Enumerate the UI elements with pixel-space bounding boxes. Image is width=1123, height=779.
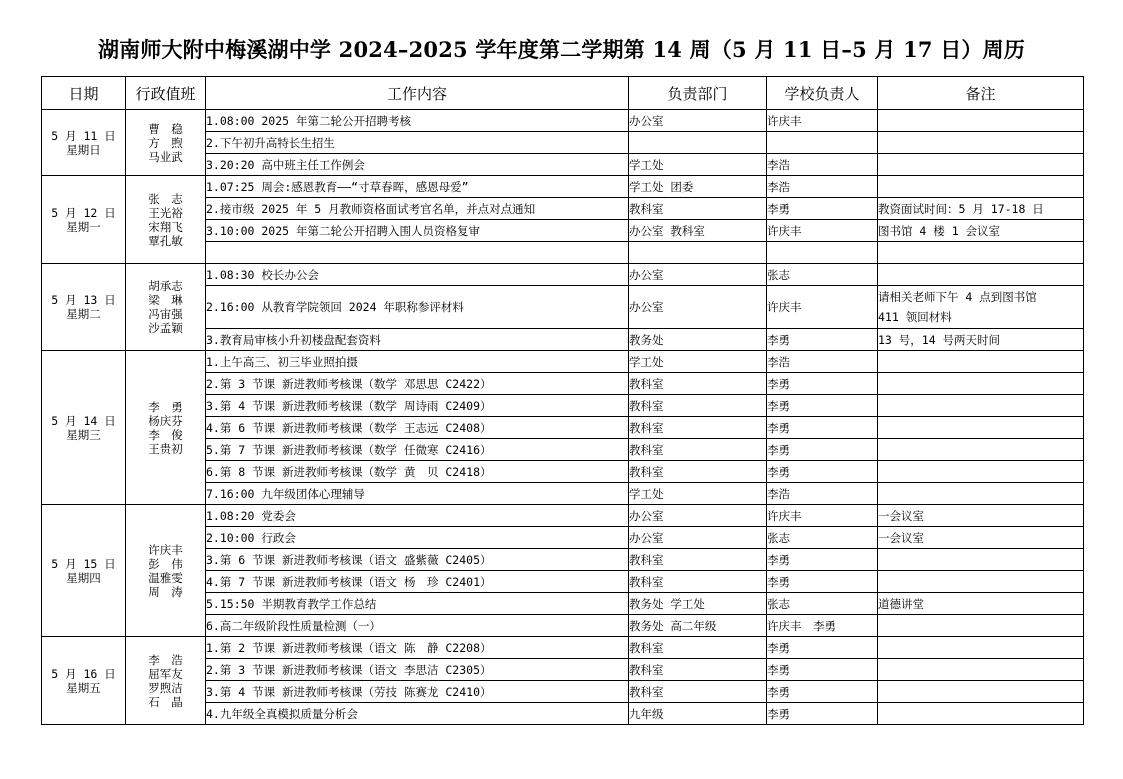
note-item bbox=[878, 659, 1084, 681]
note-item bbox=[878, 198, 1084, 220]
dept-item: 教科室 bbox=[629, 659, 767, 681]
note-item bbox=[878, 220, 1084, 242]
leader-item: 李勇 bbox=[767, 571, 878, 593]
work-item: 6.高二年级阶段性质量检测（一） bbox=[206, 615, 629, 637]
duty-person: 石 晶 bbox=[148, 694, 183, 709]
note-item bbox=[878, 286, 1084, 329]
work-item: 5.15:50 半期教育教学工作总结 bbox=[206, 593, 629, 615]
duty-cell bbox=[126, 637, 206, 725]
note-line: 图书馆 4 楼 1 会议室 bbox=[878, 223, 1001, 238]
duty-person: 梁 琳 bbox=[148, 293, 183, 307]
date-cell bbox=[42, 110, 126, 176]
leader-item: 李浩 bbox=[767, 154, 878, 176]
dept-item: 教科室 bbox=[629, 373, 767, 395]
duty-person: 屈军友 bbox=[148, 666, 183, 681]
work-item: 2.接市级 2025 年 5 月教师资格面试考官名单，并点对点通知 bbox=[206, 198, 629, 220]
work-item: 4.第 7 节课 新进教师考核课（语文 杨 珍 C2401） bbox=[206, 571, 629, 593]
duty-cell bbox=[126, 505, 206, 637]
dept-item: 教科室 bbox=[629, 439, 767, 461]
dept-item: 教务处 学工处 bbox=[629, 593, 767, 615]
leader-item: 李浩 bbox=[767, 483, 878, 505]
note-line: 411 领回材料 bbox=[878, 310, 952, 324]
date-label: 5 月 16 日 bbox=[51, 666, 116, 681]
leader-item: 张志 bbox=[767, 527, 878, 549]
work-item: 4.九年级全真模拟质量分析会 bbox=[206, 703, 629, 725]
weekday-label: 星期二 bbox=[66, 307, 101, 321]
header-work: 工作内容 bbox=[206, 77, 629, 110]
work-item: 3.第 4 节课 新进教师考核课（数学 周诗雨 C2409） bbox=[206, 395, 629, 417]
dept-item: 办公室 bbox=[629, 110, 767, 132]
work-item: 1.08:20 党委会 bbox=[206, 505, 629, 527]
dept-item: 办公室 bbox=[629, 505, 767, 527]
duty-person: 杨庆芬 bbox=[148, 413, 183, 428]
duty-person: 罗煦洁 bbox=[148, 680, 183, 695]
note-item bbox=[878, 505, 1084, 527]
table-row bbox=[42, 505, 1084, 527]
leader-item: 李勇 bbox=[767, 703, 878, 725]
note-item bbox=[878, 132, 1084, 154]
note-item bbox=[878, 615, 1084, 637]
leader-item bbox=[767, 242, 878, 264]
date-cell bbox=[42, 505, 126, 637]
note-item bbox=[878, 483, 1084, 505]
dept-item: 教科室 bbox=[629, 198, 767, 220]
note-item bbox=[878, 637, 1084, 659]
leader-item: 李浩 bbox=[767, 176, 878, 198]
duty-person: 温雅雯 bbox=[148, 570, 183, 585]
duty-person: 王贵初 bbox=[148, 441, 183, 456]
date-label: 5 月 12 日 bbox=[51, 205, 116, 220]
note-item bbox=[878, 527, 1084, 549]
duty-cell bbox=[126, 110, 206, 176]
dept-item: 学工处 bbox=[629, 483, 767, 505]
note-line: 教资面试时间：5 月 17-18 日 bbox=[878, 201, 1044, 216]
note-line: 一会议室 bbox=[878, 508, 924, 523]
note-item bbox=[878, 242, 1084, 264]
work-item: 2.第 3 节课 新进教师考核课（语文 李思洁 C2305） bbox=[206, 659, 629, 681]
date-cell bbox=[42, 351, 126, 505]
duty-person: 方 煦 bbox=[148, 135, 183, 150]
duty-person: 曹 稳 bbox=[148, 121, 183, 136]
duty-cell bbox=[126, 351, 206, 505]
leader-item: 李勇 bbox=[767, 637, 878, 659]
leader-item: 李勇 bbox=[767, 439, 878, 461]
leader-item: 李勇 bbox=[767, 417, 878, 439]
date-cell bbox=[42, 176, 126, 264]
note-item bbox=[878, 351, 1084, 373]
duty-person: 冯宙强 bbox=[148, 307, 183, 321]
table-row bbox=[42, 110, 1084, 132]
leader-item: 李勇 bbox=[767, 461, 878, 483]
note-item bbox=[878, 571, 1084, 593]
leader-item: 张志 bbox=[767, 264, 878, 286]
leader-item: 李勇 bbox=[767, 329, 878, 351]
work-item: 2.下午初升高特长生招生 bbox=[206, 132, 629, 154]
header-row bbox=[42, 77, 1084, 110]
table-row bbox=[42, 351, 1084, 373]
work-item: 2.10:00 行政会 bbox=[206, 527, 629, 549]
work-item: 3.第 6 节课 新进教师考核课（语文 盛紫薇 C2405） bbox=[206, 549, 629, 571]
dept-item: 教科室 bbox=[629, 681, 767, 703]
work-item: 1.07:25 周会:感恩教育——“寸草春晖，感恩母爱” bbox=[206, 176, 629, 198]
duty-person: 彭 伟 bbox=[148, 556, 183, 571]
leader-item: 李勇 bbox=[767, 373, 878, 395]
dept-item: 教科室 bbox=[629, 417, 767, 439]
note-line: 一会议室 bbox=[878, 530, 924, 545]
header-date: 日期 bbox=[42, 77, 126, 110]
work-item: 1.08:00 2025 年第二轮公开招聘考核 bbox=[206, 110, 629, 132]
work-item: 3.20:20 高中班主任工作例会 bbox=[206, 154, 629, 176]
dept-item: 九年级 bbox=[629, 703, 767, 725]
note-item bbox=[878, 549, 1084, 571]
note-item bbox=[878, 329, 1084, 351]
leader-item: 许庆丰 bbox=[767, 110, 878, 132]
leader-item: 李勇 bbox=[767, 198, 878, 220]
dept-item: 学工处 bbox=[629, 351, 767, 373]
duty-person: 李 勇 bbox=[148, 399, 183, 414]
note-item bbox=[878, 176, 1084, 198]
note-line: 13 号，14 号两天时间 bbox=[878, 332, 1001, 347]
work-item: 4.第 6 节课 新进教师考核课（数学 王志远 C2408） bbox=[206, 417, 629, 439]
duty-person: 许庆丰 bbox=[148, 542, 183, 557]
date-label: 5 月 15 日 bbox=[51, 556, 116, 571]
leader-item bbox=[767, 132, 878, 154]
note-item bbox=[878, 110, 1084, 132]
duty-person: 李 俊 bbox=[148, 427, 183, 442]
table-row bbox=[42, 176, 1084, 198]
duty-cell bbox=[126, 176, 206, 264]
dept-item: 学工处 团委 bbox=[629, 176, 767, 198]
date-label: 5 月 13 日 bbox=[51, 293, 116, 307]
dept-item: 办公室 bbox=[629, 286, 767, 329]
duty-person: 马业武 bbox=[148, 149, 183, 164]
work-item: 7.16:00 九年级团体心理辅导 bbox=[206, 483, 629, 505]
header-dept: 负责部门 bbox=[629, 77, 767, 110]
table-row bbox=[42, 637, 1084, 659]
date-cell bbox=[42, 264, 126, 351]
date-label: 5 月 14 日 bbox=[51, 413, 116, 428]
weekly-calendar-table bbox=[41, 76, 1084, 725]
note-item bbox=[878, 264, 1084, 286]
dept-item: 教科室 bbox=[629, 395, 767, 417]
dept-item: 教科室 bbox=[629, 549, 767, 571]
calendar-body bbox=[42, 110, 1084, 725]
dept-item: 教务处 bbox=[629, 329, 767, 351]
work-item: 3.教育局审核小升初楼盘配套资料 bbox=[206, 329, 629, 351]
weekday-label: 星期三 bbox=[66, 427, 101, 442]
document-title: 湖南师大附中梅溪湖中学 2024–2025 学年度第二学期第 14 周（5 月 11 日–5 月 17 日）周历 bbox=[97, 37, 1026, 62]
date-cell bbox=[42, 637, 126, 725]
work-item: 2.16:00 从教育学院领回 2024 年职称参评材料 bbox=[206, 286, 629, 329]
note-item bbox=[878, 703, 1084, 725]
work-item bbox=[206, 242, 629, 264]
duty-person: 周 涛 bbox=[148, 584, 183, 599]
weekday-label: 星期日 bbox=[66, 142, 101, 157]
leader-item: 李浩 bbox=[767, 351, 878, 373]
note-item bbox=[878, 154, 1084, 176]
table-row bbox=[42, 264, 1084, 286]
work-item: 1.08:30 校长办公会 bbox=[206, 264, 629, 286]
leader-item: 张志 bbox=[767, 593, 878, 615]
weekday-label: 星期五 bbox=[66, 680, 101, 695]
weekday-label: 星期四 bbox=[66, 570, 101, 585]
note-item bbox=[878, 417, 1084, 439]
duty-person: 胡承志 bbox=[148, 279, 183, 293]
leader-item: 许庆丰 bbox=[767, 286, 878, 329]
dept-item: 教科室 bbox=[629, 461, 767, 483]
duty-person: 宋翔飞 bbox=[148, 219, 183, 234]
dept-item: 学工处 bbox=[629, 154, 767, 176]
leader-item: 李勇 bbox=[767, 395, 878, 417]
header-leader: 学校负责人 bbox=[767, 77, 878, 110]
work-item: 6.第 8 节课 新进教师考核课（数学 黄 贝 C2418） bbox=[206, 461, 629, 483]
duty-person: 张 志 bbox=[148, 191, 183, 206]
dept-item bbox=[629, 242, 767, 264]
duty-cell bbox=[126, 264, 206, 351]
date-label: 5 月 11 日 bbox=[51, 128, 116, 143]
duty-person: 覃孔敏 bbox=[148, 233, 183, 248]
leader-item: 许庆丰 bbox=[767, 220, 878, 242]
note-item bbox=[878, 439, 1084, 461]
leader-item: 许庆丰 李勇 bbox=[767, 615, 878, 637]
note-item bbox=[878, 373, 1084, 395]
note-item bbox=[878, 461, 1084, 483]
leader-item: 许庆丰 bbox=[767, 505, 878, 527]
leader-item: 李勇 bbox=[767, 659, 878, 681]
header-duty: 行政值班 bbox=[126, 77, 206, 110]
note-item bbox=[878, 681, 1084, 703]
weekday-label: 星期一 bbox=[66, 219, 101, 234]
dept-item: 办公室 bbox=[629, 264, 767, 286]
dept-item: 教务处 高二年级 bbox=[629, 615, 767, 637]
work-item: 2.第 3 节课 新进教师考核课（数学 邓思思 C2422） bbox=[206, 373, 629, 395]
duty-person: 沙孟颖 bbox=[148, 321, 183, 335]
work-item: 3.第 4 节课 新进教师考核课（劳技 陈赛龙 C2410） bbox=[206, 681, 629, 703]
work-item: 1.上午高三、初三毕业照拍摄 bbox=[206, 351, 629, 373]
leader-item: 李勇 bbox=[767, 549, 878, 571]
dept-item bbox=[629, 132, 767, 154]
note-line: 请相关老师下午 4 点到图书馆 bbox=[878, 290, 1037, 304]
dept-item: 教科室 bbox=[629, 571, 767, 593]
header-note: 备注 bbox=[878, 77, 1084, 110]
leader-item: 李勇 bbox=[767, 681, 878, 703]
work-item: 3.10:00 2025 年第二轮公开招聘入围人员资格复审 bbox=[206, 220, 629, 242]
dept-item: 教科室 bbox=[629, 637, 767, 659]
duty-person: 李 浩 bbox=[148, 652, 183, 667]
duty-person: 王光裕 bbox=[148, 205, 183, 220]
note-item bbox=[878, 593, 1084, 615]
note-item bbox=[878, 395, 1084, 417]
work-item: 5.第 7 节课 新进教师考核课（数学 任微寒 C2416） bbox=[206, 439, 629, 461]
note-line: 道德讲堂 bbox=[878, 596, 924, 611]
dept-item: 办公室 bbox=[629, 527, 767, 549]
dept-item: 办公室 教科室 bbox=[629, 220, 767, 242]
work-item: 1.第 2 节课 新进教师考核课（语文 陈 静 C2208） bbox=[206, 637, 629, 659]
